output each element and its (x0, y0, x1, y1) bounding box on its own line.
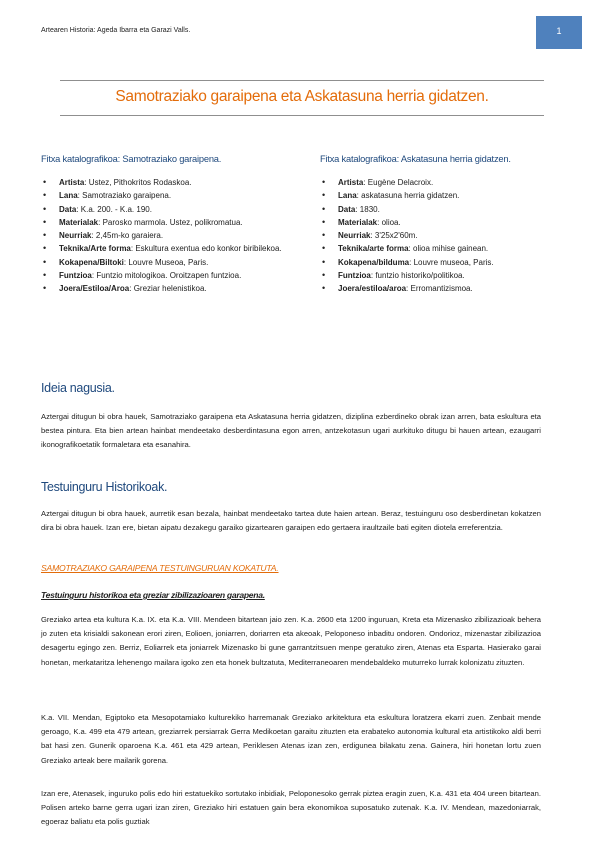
testuinguru-text: Aztergai ditugun bi obra hauek, aurretik esan bezala, hainbat mendeetako tartea dute haien artean. Beraz, testuinguru oso desberdinetan kokatzen dira bi obra hauek. Izan ere, bietan aipatu dezakegu garaiko gizartearen garaipen edo gertaera iraultzaile bati egiten diotela erreferentzia. (41, 509, 541, 533)
item-label: Teknika/arte forma (338, 244, 409, 254)
bullet-icon: • (322, 216, 326, 227)
item-value: : Funtzio mitologikoa. Oroitzapen funtzioa. (91, 271, 242, 281)
item-value: : 1830. (355, 204, 380, 214)
paragraph-medic-wars: K.a. VII. Mendan, Egiptoko eta Mesopotamiako kulturekiko harremanak Greziako arkitektura eta eskultura loratzera ekarri zuen. Zenbait mende geroago, K.a. 499 eta 479 artean, greziarrek persiarrak Gerra Medikoetan garaitu zituzten eta erabateko autonomia kultural eta artistikoko aldi berri bat hasi zen. Gunerik oparoena K.a. 461 eta 429 artean, Periklesen Atenas izan zen, erdigunea bilakatu zena. Gainera, hiri honetan lortu zuen Greziako arteak bere mailarik gorena. (41, 713, 541, 765)
item-label: Data (59, 204, 77, 214)
bullet-icon: • (322, 203, 326, 214)
item-label: Lana (338, 191, 357, 201)
title-top-rule (60, 80, 544, 81)
historical-context-subheading: Testuinguru historikoa eta greziar zibilizazioaren garapena. (41, 590, 265, 600)
list-item (320, 204, 565, 216)
list-item (320, 177, 565, 189)
fitxa-samotrazia-heading: Fitxa katalografikoa: Samotraziako garaipena. (41, 154, 222, 164)
list-item (320, 217, 565, 229)
fitxa-askatasuna-heading: Fitxa katalografikoa: Askatasuna herria gidatzen. (320, 154, 511, 164)
list-item (41, 190, 284, 202)
item-label: Materialak (338, 217, 378, 227)
item-value: : Parosko marmola. Ustez, polikromatua. (98, 217, 243, 227)
bullet-icon: • (43, 203, 47, 214)
list-item (41, 257, 284, 269)
item-value: : Louvre museoa, Paris. (409, 257, 494, 267)
list-item (41, 230, 284, 242)
list-item (41, 204, 284, 216)
list-item (320, 243, 565, 255)
bullet-icon: • (43, 243, 47, 254)
bullet-icon: • (43, 177, 47, 187)
item-value: : Greziar helenistikoa. (129, 284, 207, 294)
list-item (41, 217, 284, 229)
samotrazia-context-heading: SAMOTRAZIAKO GARAIPENA TESTUINGURUAN KOKATUTA. (41, 563, 279, 573)
list-item (41, 177, 284, 189)
list-item (320, 257, 565, 269)
fitxa-askatasuna-list (320, 177, 565, 295)
list-item (320, 270, 565, 282)
item-value: : olioa mihise gainean. (408, 244, 489, 254)
list-item (320, 283, 565, 295)
fitxa-samotrazia (41, 154, 284, 297)
item-value: : K.a. 200. - K.a. 190. (76, 204, 152, 214)
item-label: Funtzioa (59, 271, 92, 281)
item-value: : Erromantizismoa. (406, 284, 473, 294)
fitxa-askatasuna (320, 154, 565, 297)
item-value: : askatasuna herria gidatzen. (356, 191, 460, 201)
item-label: Data (338, 204, 356, 214)
list-item (41, 270, 284, 282)
bullet-icon: • (43, 190, 47, 201)
bullet-icon: • (322, 256, 326, 267)
ideia-nagusia-heading: Ideia nagusia. (41, 381, 115, 395)
bullet-icon: • (322, 243, 326, 254)
ideia-nagusia-text: Aztergai ditugun bi obra hauek, Samotraziako garaipena eta Askatasuna herria gidatzen, diziplina ezberdineko obrak izan arren, bata eskultura eta bestea pintura. Eta bien artean hainbat mendeetako desberdintasuna egon arren, antzekotasun ugari aurkituko ditugu bi hauen artean, ezaugarri ikonografikoetatik formaletara eta esanahira. (41, 412, 541, 450)
item-value: : Eugène Delacroix. (363, 178, 434, 187)
fitxa-samotrazia-list (41, 177, 284, 295)
bullet-icon: • (43, 216, 47, 227)
document-title: Samotraziako garaipena eta Askatasuna herria gidatzen. (115, 88, 489, 105)
list-item (41, 283, 284, 295)
item-label: Artista (59, 178, 85, 187)
item-label: Materialak (59, 217, 99, 227)
bullet-icon: • (322, 230, 326, 241)
item-label: Teknika/Arte forma (59, 244, 131, 254)
item-label: Kokapena/Biltoki (59, 257, 124, 267)
item-label: Funtzioa (338, 271, 371, 281)
item-value: : Samotraziako garaipena. (77, 191, 172, 201)
item-value: : olioa. (377, 217, 401, 227)
item-value: : funtzio historiko/politikoa. (370, 271, 465, 281)
bullet-icon: • (322, 177, 326, 187)
bullet-icon: • (43, 230, 47, 241)
item-value: : 3'25x2'60m. (370, 231, 418, 241)
item-label: Joera/Estiloa/Aroa (59, 284, 130, 294)
item-label: Artista (338, 178, 364, 187)
title-bottom-rule (60, 115, 544, 116)
bullet-icon: • (322, 190, 326, 201)
item-label: Neurriak (338, 231, 371, 241)
list-item (41, 243, 284, 255)
item-label: Neurriak (59, 231, 92, 241)
testuinguru-heading: Testuinguru Historikoak. (41, 480, 168, 494)
bullet-icon: • (43, 270, 47, 281)
paragraph-peloponnesian-war: Izan ere, Atenasek, inguruko polis edo hiri estatuekiko sortutako inbidiak, Peloponesoko gerrak piztea eragin zuen, K.a. 431 eta 404 ureen bitartean. Polisen arteko barne gerra ugari izan ziren, Greziako hiri estatuen gain bera ekonomikoa suposatuko zutenak. K.a. IV. Mendean, mazedoniarrak, egoeraz baliatu eta polis guztiak (41, 789, 541, 827)
page-number: 1 (556, 26, 562, 36)
page-number-tab (536, 16, 582, 49)
item-value: : Ustez, Pithokritos Rodaskoa. (84, 178, 192, 187)
item-value: : 2,45m-ko garaiera. (91, 231, 164, 241)
running-header: Artearen Historia: Ageda Ibarra eta Garazi Valls. (41, 27, 191, 34)
bullet-icon: • (43, 283, 47, 294)
item-label: Kokapena/bilduma (338, 257, 410, 267)
bullet-icon: • (43, 256, 47, 267)
list-item (320, 230, 565, 242)
item-label: Joera/estiloa/aroa (338, 284, 407, 294)
paragraph-greek-origins: Greziako artea eta kultura K.a. IX. eta K.a. VIII. Mendeen bitartean jaio zen. K.a. 2600 eta 1200 inguruan, Kreta eta Mizenasko zibilizazioak behera jo zuten eta krisialdi sakonean erori ziren, Eolioen, joniarren, doriarren eta akeoak, Peloponeso inbaditu ondoren. Ondorioz, mizenastar zibilizazioa desagertu egingo zen. Berriz, Eoliarrek eta joniarrek Mizenasko bi gune garrantzitsuen menpe geratuko ziren, Atenas eta Esparta. Hasierako garai honetan, merkataritza lehenengo mailara igoko zen eta honek bultzatuta, Mediterraneoaren mendebaldeko muturreko lurrak kolonizatu zituzten. (41, 615, 541, 667)
item-value: : Louvre Museoa, Paris. (123, 257, 209, 267)
bullet-icon: • (322, 270, 326, 281)
bullet-icon: • (322, 283, 326, 294)
item-label: Lana (59, 191, 78, 201)
list-item (320, 190, 565, 202)
item-value: : Eskultura exentua edo konkor biribilekoa. (130, 244, 282, 254)
